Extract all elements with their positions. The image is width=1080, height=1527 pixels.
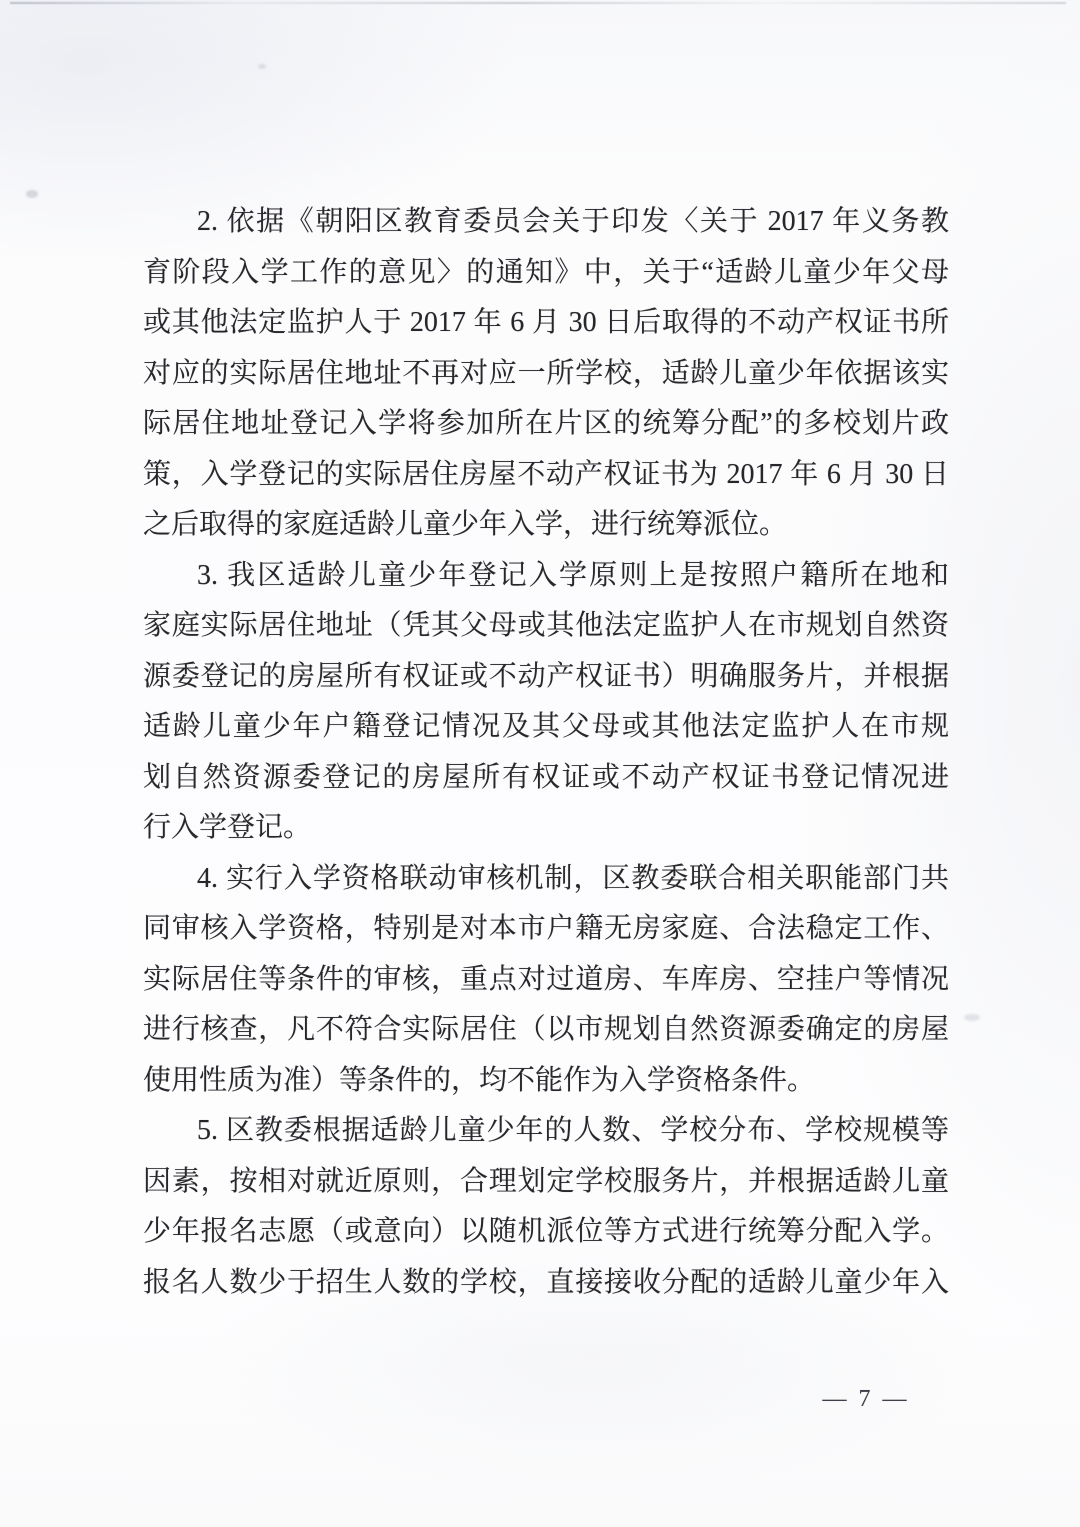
text-line: 行入学登记。	[143, 812, 312, 843]
text-line: 报名人数少于招生人数的学校，直接接收分配的适龄儿童少年入	[143, 1266, 949, 1298]
text-line: 5. 区教委根据适龄儿童少年的人数、学校分布、学校规模等	[197, 1115, 949, 1146]
text-line: 对应的实际居住地址不再对应一所学校，适龄儿童少年依据该实	[143, 357, 949, 389]
paragraph	[143, 197, 949, 551]
text-line: 少年报名志愿（或意向）以随机派位等方式进行统筹分配入学。	[143, 1216, 949, 1247]
paragraph	[143, 854, 949, 1107]
scan-artifact-top-edge	[10, 2, 1066, 4]
paragraph	[143, 551, 949, 854]
scan-artifact-speck	[26, 190, 38, 198]
text-line: 源委登记的房屋所有权证或不动产权证书）明确服务片，并根据	[143, 660, 949, 692]
page-number: — 7 —	[822, 1386, 910, 1412]
text-line: 划自然资源委登记的房屋所有权证或不动产权证书登记情况进	[143, 761, 949, 793]
text-line: 适龄儿童少年户籍登记情况及其父母或其他法定监护人在市规	[143, 711, 949, 742]
text-line: 或其他法定监护人于 2017 年 6 月 30 日后取得的不动产权证书所	[143, 307, 949, 338]
paragraph	[143, 1106, 949, 1308]
scan-artifact-speck	[258, 64, 266, 69]
text-line: 使用性质为准）等条件的，均不能作为入学资格条件。	[143, 1064, 816, 1096]
text-line: 实际居住等条件的审核，重点对过道房、车库房、空挂户等情况	[143, 963, 949, 995]
scan-artifact-speck	[964, 1014, 980, 1021]
text-line: 进行核查，凡不符合实际居住（以市规划自然资源委确定的房屋	[143, 1014, 949, 1045]
text-line: 育阶段入学工作的意见〉的通知》中，关于“适龄儿童少年父母	[143, 256, 949, 288]
text-line: 2. 依据《朝阳区教育委员会关于印发〈关于 2017 年义务教	[197, 206, 949, 237]
text-line: 因素，按相对就近原则，合理划定学校服务片，并根据适龄儿童	[143, 1165, 949, 1197]
text-line: 3. 我区适龄儿童少年登记入学原则上是按照户籍所在地和	[197, 559, 949, 591]
text-line: 际居住地址登记入学将参加所在片区的统筹分配”的多校划片政	[143, 408, 949, 439]
text-line: 4. 实行入学资格联动审核机制，区教委联合相关职能部门共	[197, 862, 949, 894]
document-body	[143, 197, 949, 1308]
text-line: 之后取得的家庭适龄儿童少年入学，进行统筹派位。	[143, 509, 788, 540]
text-line: 家庭实际居住地址（凭其父母或其他法定监护人在市规划自然资	[143, 610, 949, 641]
text-line: 同审核入学资格，特别是对本市户籍无房家庭、合法稳定工作、	[143, 913, 949, 944]
text-line: 策，入学登记的实际居住房屋不动产权证书为 2017 年 6 月 30 日	[143, 458, 949, 490]
